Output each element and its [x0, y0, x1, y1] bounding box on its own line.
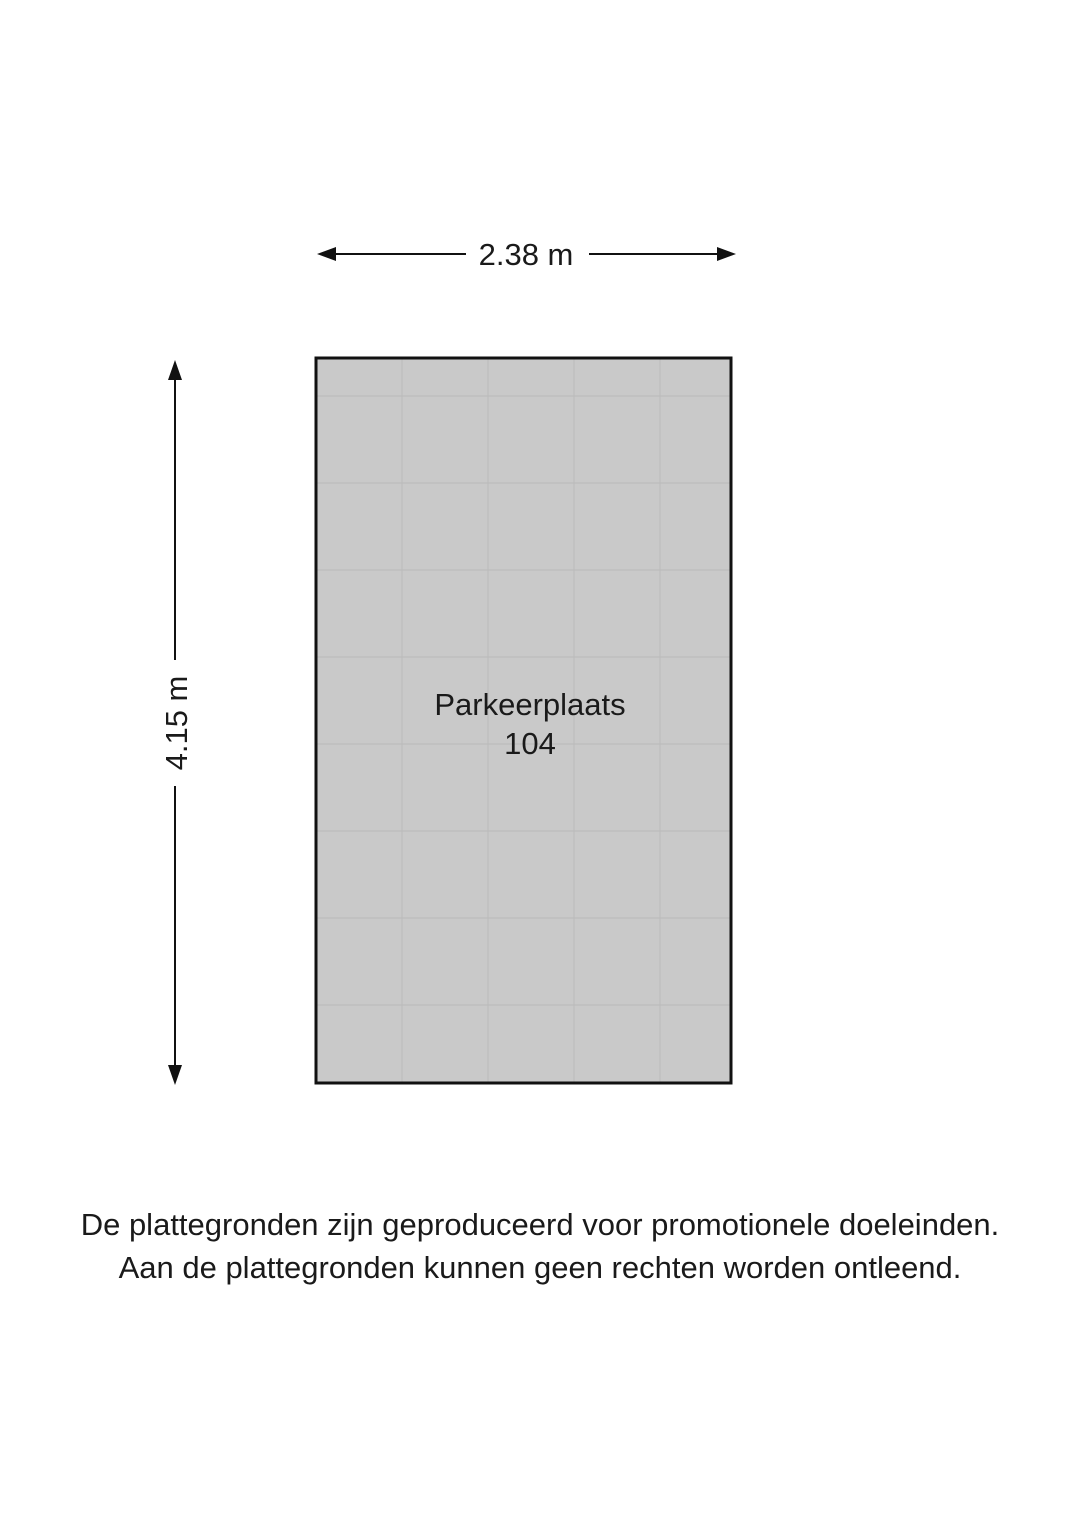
- room-name: Parkeerplaats: [434, 687, 626, 722]
- width-dimension: [317, 237, 736, 272]
- arrow-right-icon: [717, 247, 736, 261]
- arrow-down-icon: [168, 1065, 182, 1085]
- disclaimer-line-1: De plattegronden zijn geproduceerd voor promotionele doeleinden.: [80, 1207, 1000, 1242]
- width-dimension-label: 2.38 m: [478, 237, 574, 272]
- disclaimer: [0, 1203, 1080, 1289]
- height-dimension: [159, 360, 194, 1085]
- height-dimension-label: 4.15 m: [159, 675, 194, 771]
- room-number: 104: [504, 726, 556, 761]
- disclaimer-line-2: Aan de plattegronden kunnen geen rechten worden ontleend.: [118, 1250, 962, 1285]
- arrow-up-icon: [168, 360, 182, 380]
- room-parking-space: [316, 358, 731, 1083]
- arrow-left-icon: [317, 247, 336, 261]
